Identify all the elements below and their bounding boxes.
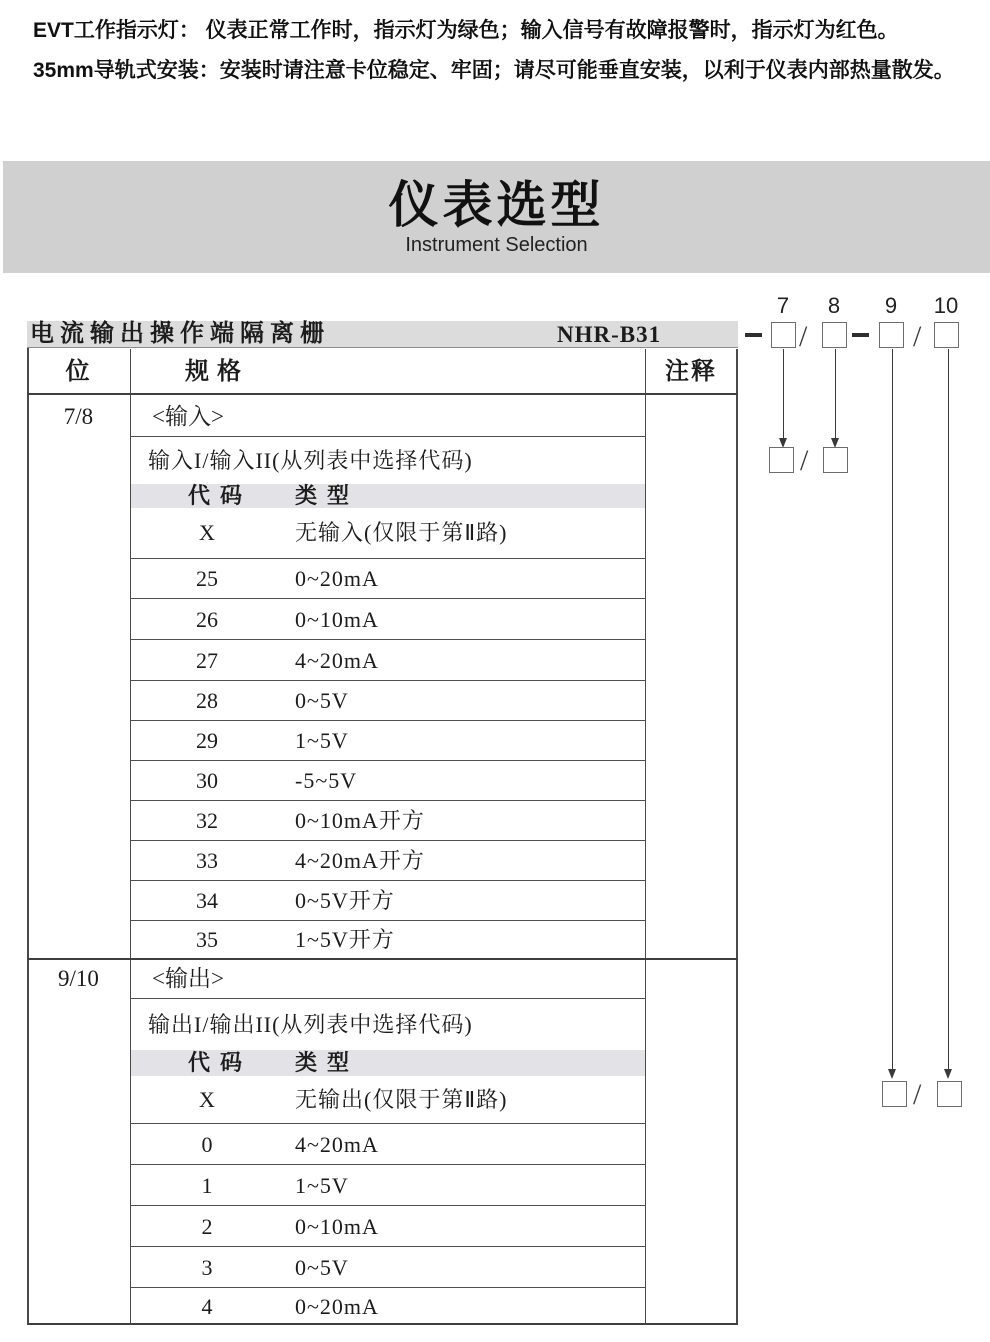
code-cell: X bbox=[199, 520, 215, 545]
column-header-spec: 规格 bbox=[185, 359, 249, 385]
slash-separator: / bbox=[913, 1078, 922, 1111]
dash-separator bbox=[745, 333, 762, 337]
dash-separator bbox=[852, 333, 869, 337]
spec-row bbox=[131, 800, 645, 840]
type-cell: 0~5V bbox=[295, 688, 349, 713]
group-desc-input: 输入I/输入II(从列表中选择代码) bbox=[131, 436, 645, 484]
digit-label-8: 8 bbox=[827, 293, 841, 318]
spec-row bbox=[131, 680, 645, 720]
slash-separator: / bbox=[913, 320, 922, 353]
code-box-8 bbox=[822, 322, 847, 348]
note-rail-mounting: 35mm导轨式安装：安装时请注意卡位稳定、牢固；请尽可能垂直安装，以利于仪表内部热量散发。 bbox=[33, 59, 955, 82]
input-code-box-2 bbox=[823, 447, 848, 473]
spec-row bbox=[131, 1287, 645, 1325]
code-cell: 35 bbox=[196, 927, 218, 952]
code-cell: 27 bbox=[196, 648, 218, 673]
type-cell: 1~5V bbox=[295, 728, 349, 753]
type-cell: 0~5V开方 bbox=[295, 888, 395, 913]
digit-label-10: 10 bbox=[933, 293, 959, 318]
spec-row bbox=[131, 840, 645, 880]
code-cell: 0 bbox=[201, 1132, 213, 1157]
code-cell: 4 bbox=[201, 1294, 213, 1319]
digit-label-7: 7 bbox=[776, 293, 790, 318]
code-cell: 34 bbox=[196, 888, 218, 913]
type-cell: 0~10mA bbox=[295, 1214, 379, 1239]
product-bar bbox=[27, 321, 738, 348]
code-box-9 bbox=[879, 322, 904, 348]
spec-row bbox=[131, 558, 645, 598]
model-number: NHR-B31 bbox=[557, 322, 662, 347]
slash-separator: / bbox=[800, 444, 809, 477]
group-label-input: <输入> bbox=[152, 404, 224, 429]
arrow-line-7 bbox=[783, 349, 784, 438]
note-evt-indicator: EVT工作指示灯： 仪表正常工作时，指示灯为绿色；输入信号有故障报警时，指示灯为红色。 bbox=[33, 19, 899, 42]
code-box-7 bbox=[771, 322, 796, 348]
spec-row bbox=[131, 639, 645, 680]
arrow-head-10 bbox=[944, 1069, 952, 1079]
spec-row bbox=[131, 920, 645, 958]
output-code-box-1 bbox=[882, 1081, 907, 1107]
spec-row bbox=[131, 1076, 645, 1123]
table-border-left bbox=[27, 348, 29, 1325]
type-header-label: 类型 bbox=[295, 483, 360, 508]
type-cell: 1~5V bbox=[295, 1173, 349, 1198]
product-name: 电流输出操作端隔离栅 bbox=[30, 321, 330, 347]
type-cell: 4~20mA开方 bbox=[295, 848, 425, 873]
arrow-line-8 bbox=[835, 349, 836, 438]
section-banner bbox=[3, 161, 990, 273]
code-header-band-output bbox=[131, 1050, 645, 1076]
code-header-band-input bbox=[131, 484, 645, 508]
code-header-label: 代码 bbox=[188, 1050, 253, 1075]
code-cell: 1 bbox=[201, 1173, 213, 1198]
output-code-box-2 bbox=[937, 1081, 962, 1107]
spec-row bbox=[131, 1205, 645, 1246]
type-cell: 0~10mA开方 bbox=[295, 808, 425, 833]
type-cell: 0~20mA bbox=[295, 1294, 379, 1319]
arrow-head-9 bbox=[888, 1069, 896, 1079]
type-cell: 0~5V bbox=[295, 1255, 349, 1280]
group-label-output: <输出> bbox=[152, 966, 224, 991]
arrow-line-10 bbox=[948, 349, 949, 1069]
column-header-bit: 位 bbox=[65, 359, 92, 385]
type-cell: 无输出(仅限于第Ⅱ路) bbox=[295, 1087, 508, 1112]
type-cell: 4~20mA bbox=[295, 648, 379, 673]
type-cell: 0~10mA bbox=[295, 607, 379, 632]
input-code-box-1 bbox=[769, 447, 794, 473]
digit-label-9: 9 bbox=[884, 293, 898, 318]
spec-row bbox=[131, 598, 645, 639]
spec-row bbox=[131, 880, 645, 920]
code-cell: 32 bbox=[196, 808, 218, 833]
code-cell: 25 bbox=[196, 566, 218, 591]
type-cell: 0~20mA bbox=[295, 566, 379, 591]
code-cell: 29 bbox=[196, 728, 218, 753]
table-border-right bbox=[736, 349, 738, 1325]
group-desc-output: 输出I/输出II(从列表中选择代码) bbox=[131, 998, 645, 1050]
bit-label-9-10: 9/10 bbox=[58, 966, 99, 991]
code-cell: 2 bbox=[201, 1214, 213, 1239]
code-cell: 28 bbox=[196, 688, 218, 713]
column-header-note: 注释 bbox=[665, 359, 717, 385]
page-subtitle: Instrument Selection bbox=[405, 234, 588, 256]
code-cell: 30 bbox=[196, 768, 218, 793]
code-cell: 26 bbox=[196, 607, 218, 632]
type-cell: -5~5V bbox=[295, 768, 358, 793]
type-header-label: 类型 bbox=[295, 1050, 360, 1075]
slash-separator: / bbox=[799, 320, 808, 353]
column-line-note bbox=[645, 349, 646, 1325]
code-box-10 bbox=[934, 322, 959, 348]
code-cell: X bbox=[199, 1087, 215, 1112]
page-title: 仪表选型 bbox=[388, 177, 605, 233]
spec-row bbox=[131, 1123, 645, 1164]
spec-row bbox=[131, 760, 645, 800]
type-cell: 1~5V开方 bbox=[295, 927, 395, 952]
spec-row bbox=[131, 1246, 645, 1287]
code-cell: 33 bbox=[196, 848, 218, 873]
code-cell: 3 bbox=[201, 1255, 213, 1280]
type-cell: 无输入(仅限于第Ⅱ路) bbox=[295, 520, 508, 545]
arrow-line-9 bbox=[892, 349, 893, 1069]
spec-row bbox=[131, 508, 645, 558]
type-cell: 4~20mA bbox=[295, 1132, 379, 1157]
spec-row bbox=[131, 1164, 645, 1205]
header-separator-line bbox=[27, 393, 738, 395]
bit-label-7-8: 7/8 bbox=[63, 404, 94, 429]
code-header-label: 代码 bbox=[188, 483, 253, 508]
spec-row bbox=[131, 720, 645, 760]
